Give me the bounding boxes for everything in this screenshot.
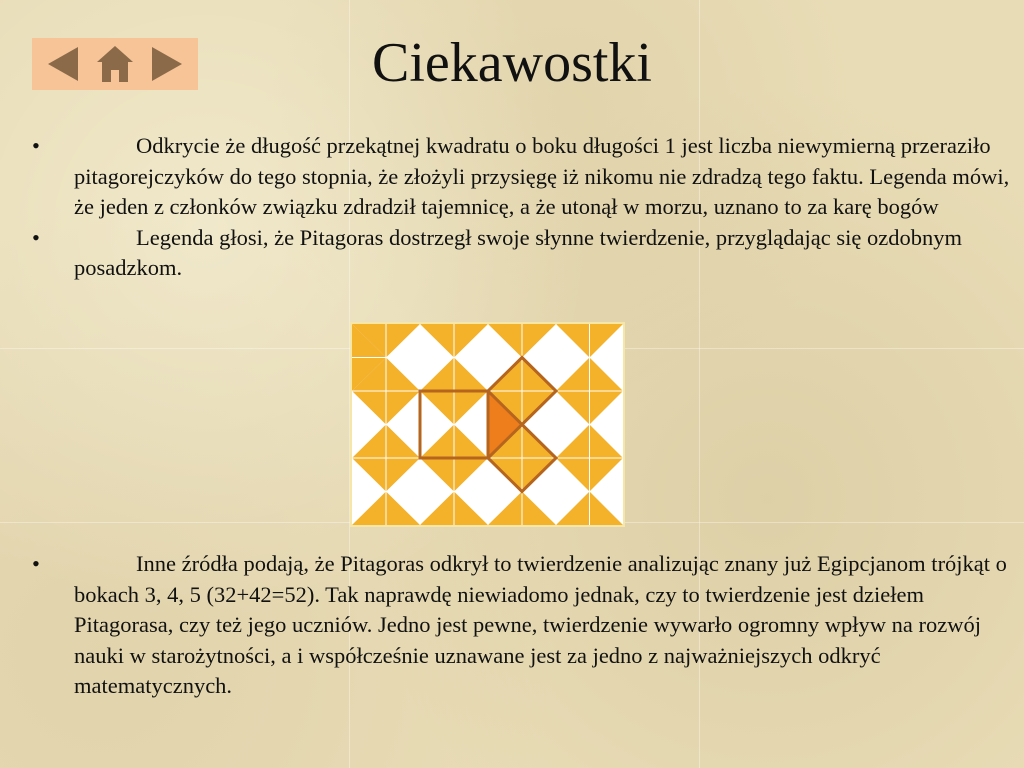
tile-pattern-illustration: [352, 324, 623, 525]
bullet-list-bottom: [32, 549, 1022, 702]
slide-title: Ciekawostki: [372, 32, 652, 94]
bullet-marker: •: [32, 551, 40, 576]
list-item: [32, 549, 1022, 702]
bullet-list-top: [32, 131, 1022, 284]
bullet-marker: •: [32, 133, 40, 158]
paragraph-egyptian-triangle: Inne źródła podają, że Pitagoras odkrył to twierdzenie analizując znany już Egipcjanom trójkąt o bokach 3, 4, 5 (32+42=52). Tak naprawdę niewiadomo jednak, czy to twierdzenie jest dziełem Pitagorasa, czy też jego uczniów. Jedno jest pewne, twierdzenie wywarło ogromny wpływ na rozwój nauki w starożytności, a i współcześnie uznawane jest za jedno z najważniejszych odkryć matematycznych.: [74, 551, 1007, 698]
list-item: [32, 223, 1022, 284]
paragraph-irrational: Odkrycie że długość przekątnej kwadratu o boku długości 1 jest liczba niewymierną przeraziło pitagorejczyków do tego stopnia, że złożyli przysięgę iż nikomu nie zdradzą tego faktu. Legenda mówi, że jeden z członków związku zdradził tajemnicę, a że utonął w morzu, uznano to za karę bogów: [74, 133, 1010, 219]
bullet-marker: •: [32, 224, 40, 250]
paragraph-floor-tiles: Legenda głosi, że Pitagoras dostrzegł swoje słynne twierdzenie, przyglądając się ozdobnym posadzkom.: [74, 224, 962, 280]
floor-tile-pattern-image: [350, 322, 625, 527]
list-item: [32, 131, 1022, 223]
